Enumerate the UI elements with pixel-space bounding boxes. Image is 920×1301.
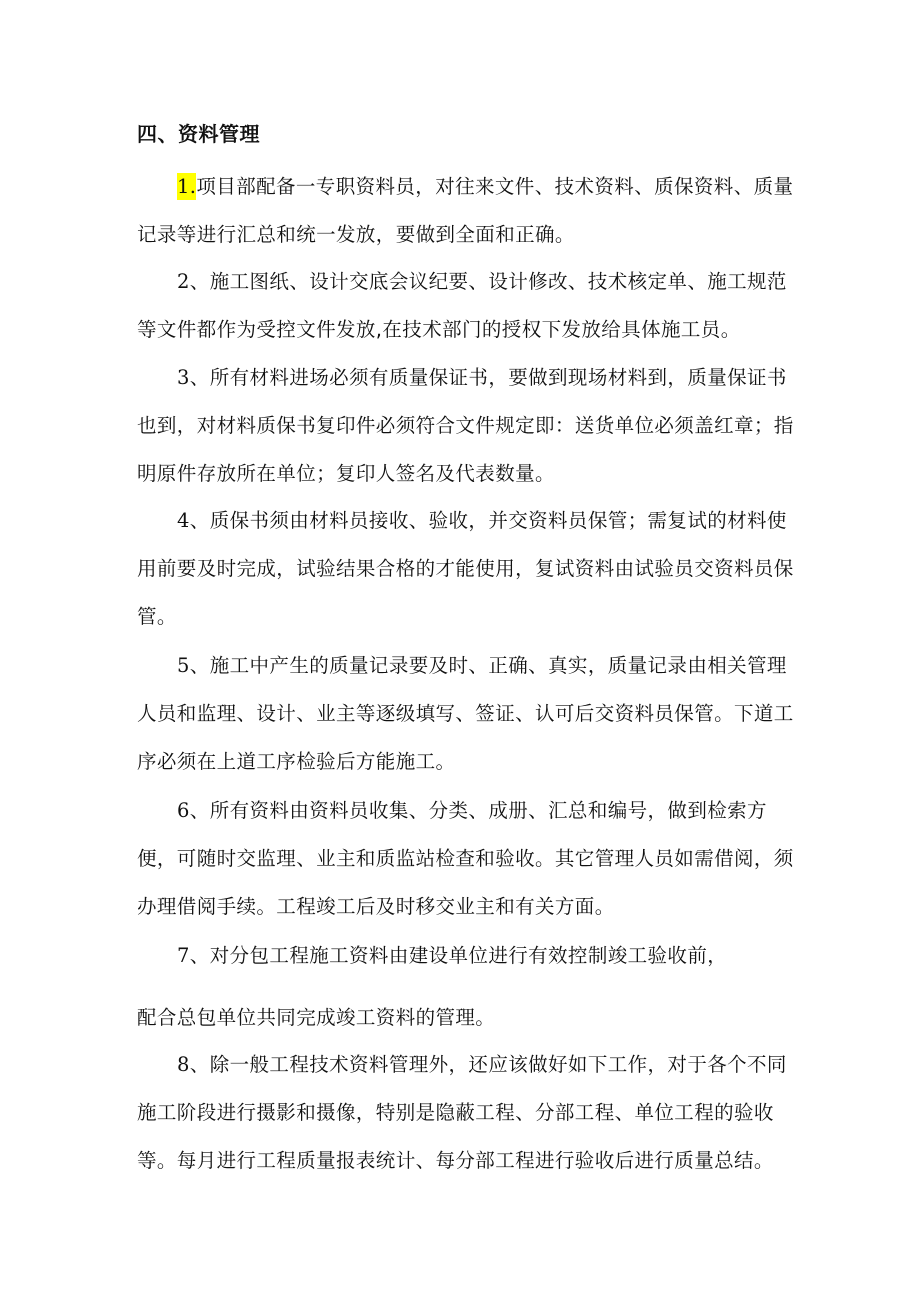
paragraph-7-text-1: 对分包工程施工资料由建设单位进行有效控制竣工验收前， [209,944,728,967]
paragraph-4-text: 质保书须由材料员接收、验收，并交资料员保管；需复试的材料使用前要及时完成，试验结果合格的才能使用，复试资料由试验员交资料员保管。 [137,509,794,628]
paragraph-1 [137,163,797,259]
paragraph-7-line-1 [177,932,727,980]
paragraph-3-text: 所有材料进场必须有质量保证书，要做到现场材料到，质量保证书也到，对材料质保书复印件必须符合文件规定即：送货单位必须盖红章；指明原件存放所在单位；复印人签名及代表数量。 [137,366,794,485]
item-number-1: 1. [177,175,197,198]
item-number-2: 2、 [177,270,210,293]
paragraph-2 [137,258,797,354]
item-number-3: 3、 [177,366,210,389]
paragraph-5-text: 施工中产生的质量记录要及时、正确、真实，质量记录由相关管理人员和监理、设计、业主等逐级填写、签证、认可后交资料员保管。下道工序必须在上道工序检验后方能施工。 [137,654,794,773]
item-number-6: 6、 [177,799,210,822]
paragraph-6 [137,787,797,931]
paragraph-7-line-2: 配合总包单位共同完成竣工资料的管理。 [137,1006,496,1029]
item-number-5: 5、 [177,654,210,677]
paragraph-6-text: 所有资料由资料员收集、分类、成册、汇总和编号，做到检索方便，可随时交监理、业主和质监站检查和验收。其它管理人员如需借阅，须办理借阅手续。工程竣工后及时移交业主和有关方面。 [137,799,794,918]
paragraph-3 [137,354,797,498]
paragraph-2-text: 施工图纸、设计交底会议纪要、设计修改、技术核定单、施工规范等文件都作为受控文件发放,在技术部门的授权下发放给具体施工员。 [137,270,787,341]
item-number-4: 4、 [177,509,210,532]
paragraph-5 [137,642,797,786]
item-number-7: 7、 [177,944,210,967]
item-number-8: 8、 [177,1053,210,1076]
section-title: 四、资料管理 [137,122,260,146]
paragraph-1-text: 项目部配备一专职资料员，对往来文件、技术资料、质保资料、质量记录等进行汇总和统一发放，要做到全面和正确。 [137,175,794,246]
paragraph-8-text: 除一般工程技术资料管理外，还应该做好如下工作，对于各个不同施工阶段进行摄影和摄像，特别是隐蔽工程、分部工程、单位工程的验收等。每月进行工程质量报表统计、每分部工程进行验收后进行质量总结。 [137,1053,787,1172]
paragraph-8 [137,1041,797,1185]
paragraph-4 [137,497,797,641]
